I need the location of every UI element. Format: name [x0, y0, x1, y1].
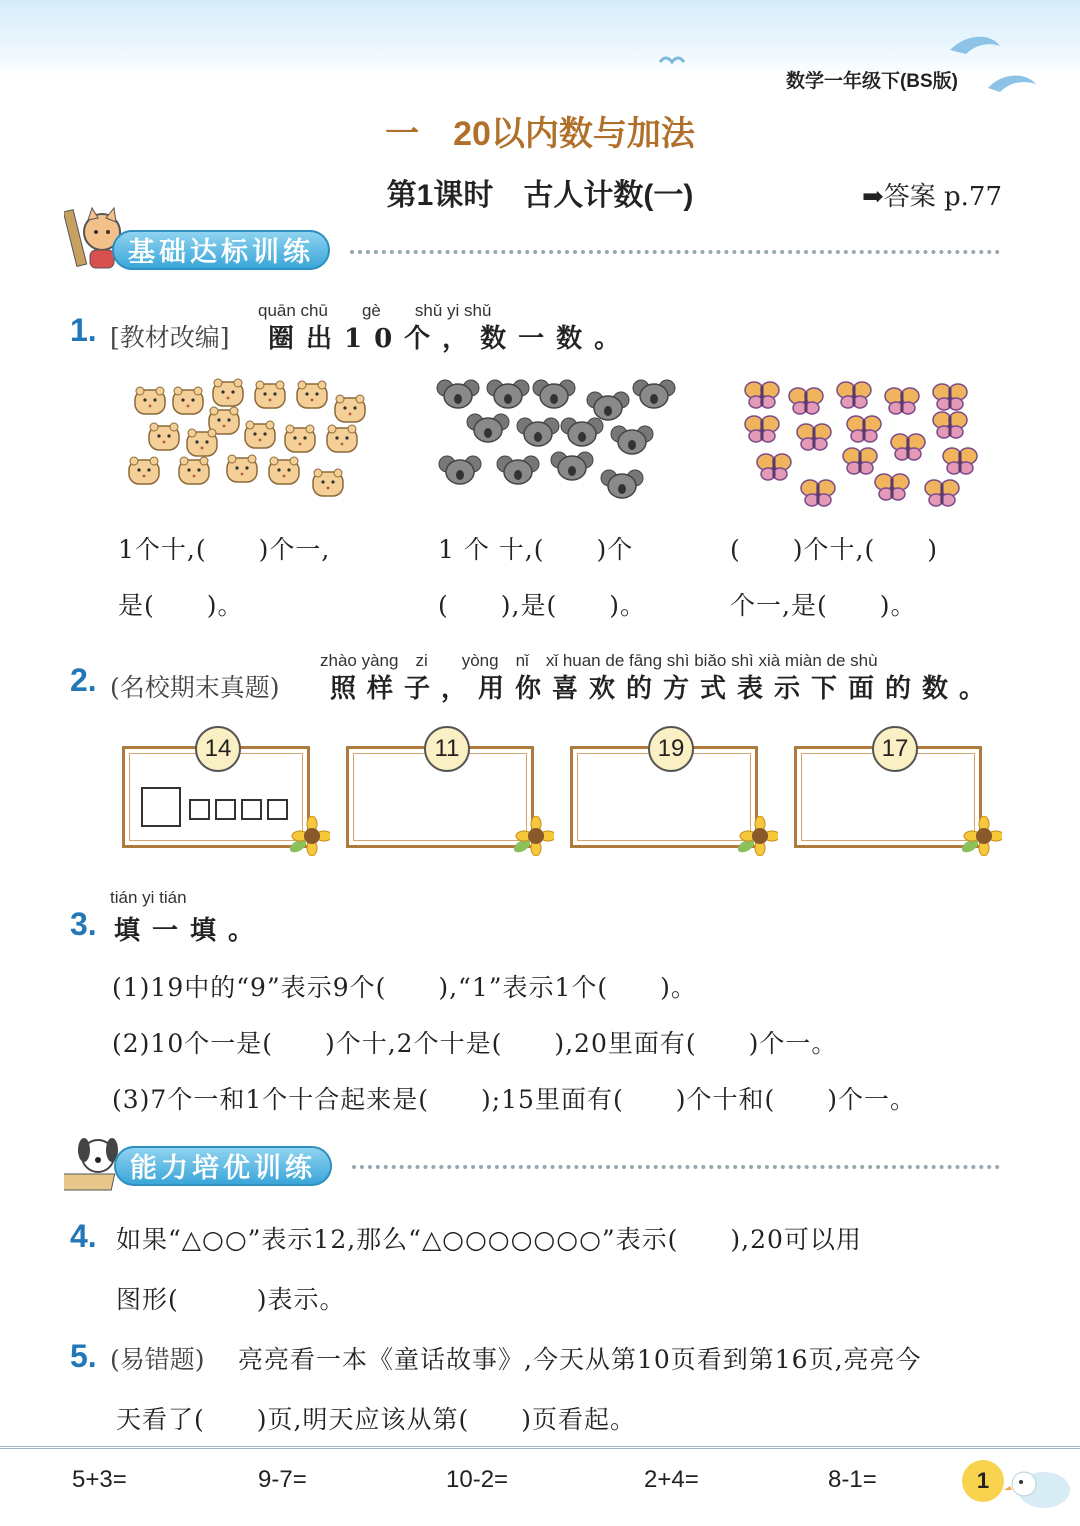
hamster-group: [120, 372, 380, 502]
one-square: [215, 799, 236, 820]
bird-icon: [658, 52, 688, 74]
oral-calc-5: 8-1=: [828, 1466, 877, 1493]
q2-number: 2.: [70, 662, 97, 698]
section-basic-banner: 基础达标训练: [112, 230, 330, 270]
sunflower-icon: [738, 816, 778, 856]
oral-calc-1: 5+3=: [72, 1466, 127, 1493]
koala-group: [432, 374, 680, 504]
q2-pinyin: zhào yàng zi yòng nǐ xǐ huan de fāng shì biǎo shì xià miàn de shù: [320, 651, 878, 670]
one-square: [267, 799, 288, 820]
q4-number: 4.: [70, 1218, 97, 1254]
q1-group2-line2: ( ),是( )。: [438, 591, 646, 620]
q5-line-2: 天看了( )页,明天应该从第( )页看起。: [116, 1405, 636, 1434]
lesson-title: 第1课时 古人计数(一): [386, 179, 694, 212]
ten-square: [141, 787, 181, 827]
number-badge: 11: [424, 726, 470, 772]
one-square: [189, 799, 210, 820]
sunflower-icon: [962, 816, 1002, 856]
sunflower-icon: [290, 816, 330, 856]
q4-line-2: 图形( )表示。: [116, 1285, 346, 1314]
q1-group3-line1: ( )个十,( ): [730, 535, 938, 564]
q4-line-1: 如果“△○○”表示12,那么“△○○○○○○○”表示( ),20可以用: [116, 1225, 862, 1254]
butterfly-group: [738, 376, 982, 512]
q1-text: 圈出10个，数一数。: [268, 324, 633, 354]
number-badge: 19: [648, 726, 694, 772]
page-number: 1: [962, 1460, 1004, 1502]
q5-tag: (易错题): [110, 1345, 205, 1374]
sunflower-icon: [514, 816, 554, 856]
answer-reference: ➡答案 p.77: [861, 182, 1002, 212]
q1-number: 1.: [70, 312, 97, 348]
q3-item-2: (2)10个一是( )个十,2个十是( ),20里面有( )个一。: [112, 1029, 838, 1058]
q5-line-1: 亮亮看一本《童话故事》,今天从第10页看到第16页,亮亮今: [238, 1345, 922, 1374]
q1-group3-line2: 个一,是( )。: [730, 591, 917, 620]
book-label: 数学一年级下(BS版): [785, 71, 958, 92]
q1-pinyin: quān chū gè shǔ yi shǔ: [258, 301, 492, 320]
section-divider: [352, 1165, 1000, 1169]
q3-item-3: (3)7个一和1个十合起来是( );15里面有( )个十和( )个一。: [112, 1085, 916, 1114]
oral-calc-4: 2+4=: [644, 1466, 699, 1493]
one-square: [241, 799, 262, 820]
q1-group1-line2: 是( )。: [118, 591, 244, 620]
footer-divider: [0, 1446, 1080, 1449]
q3-number: 3.: [70, 906, 97, 942]
section-divider: [350, 250, 1000, 254]
q3-text: 填一填。: [114, 916, 267, 946]
q1-tag: [教材改编]: [110, 323, 230, 352]
q3-pinyin: tián yi tián: [110, 888, 187, 907]
section-advanced-banner: 能力培优训练: [114, 1146, 332, 1186]
q2-tag: (名校期末真题): [110, 673, 280, 702]
q1-group2-line1: 1 个 十,( )个: [438, 535, 634, 564]
chapter-title: 一 20以内数与加法: [385, 115, 695, 153]
bird-mascot-icon: [1004, 1460, 1074, 1514]
q1-group1-line1: 1个十,( )个一,: [118, 535, 331, 564]
q2-text: 照样子，用你喜欢的方式表示下面的数。: [330, 674, 997, 704]
number-badge: 14: [195, 726, 241, 772]
q3-item-1: (1)19中的“9”表示9个( ),“1”表示1个( )。: [112, 973, 697, 1002]
oral-calc-2: 9-7=: [258, 1466, 307, 1493]
q5-number: 5.: [70, 1338, 97, 1374]
oral-calc-3: 10-2=: [446, 1466, 509, 1493]
number-badge: 17: [872, 726, 918, 772]
